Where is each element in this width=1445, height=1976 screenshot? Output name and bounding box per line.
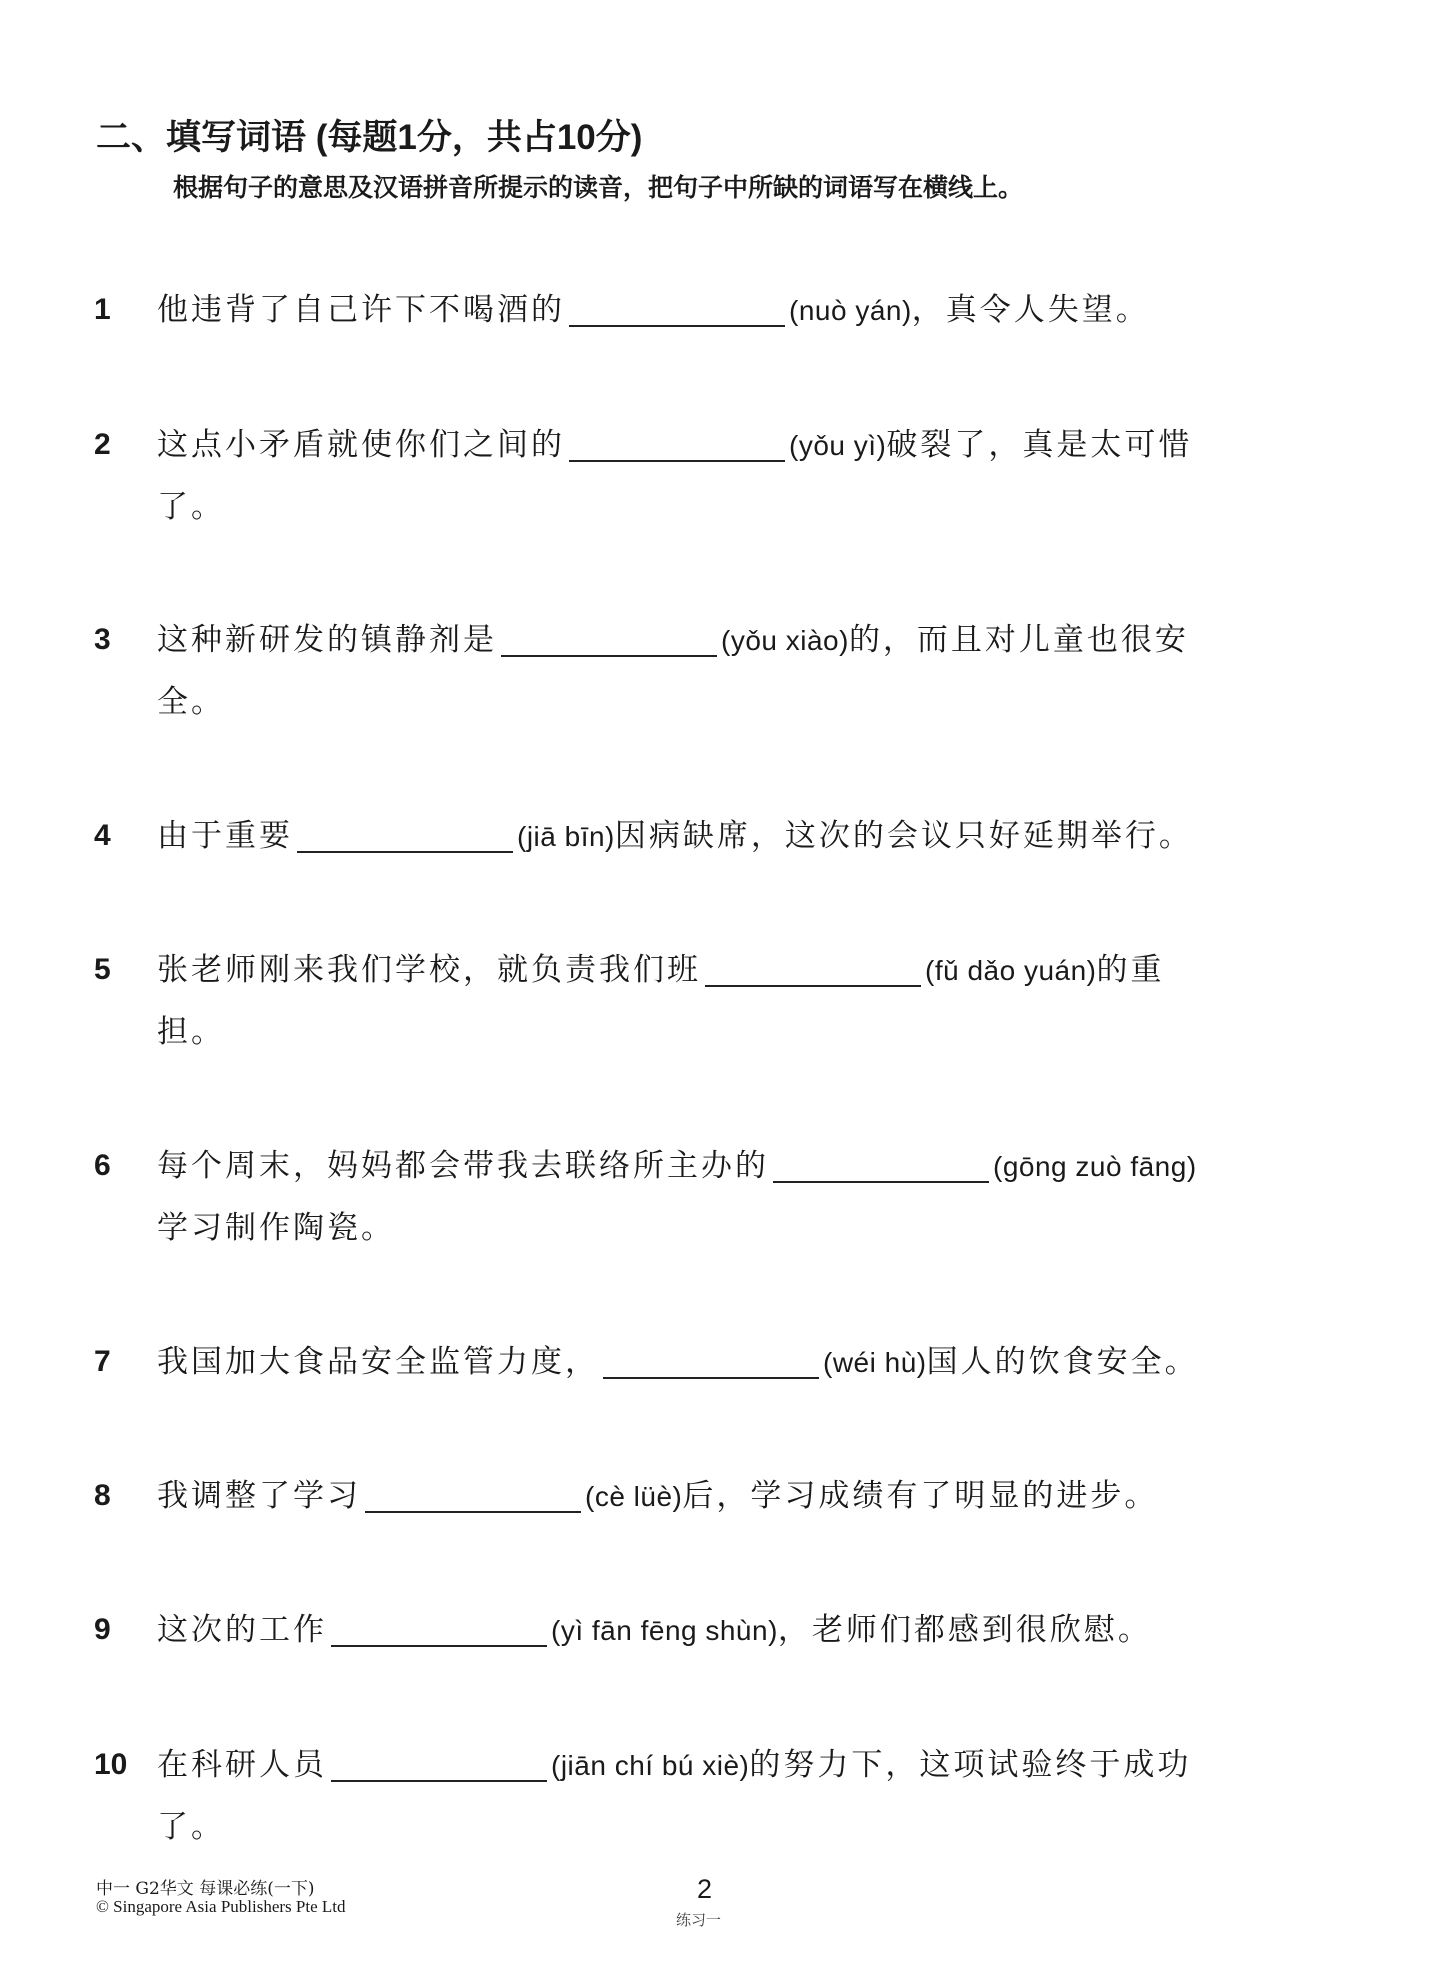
section-instruction: 根据句子的意思及汉语拼音所提示的读音，把句子中所缺的词语写在横线上。 [173,174,1024,202]
answer-blank[interactable] [569,293,785,327]
answer-blank[interactable] [569,428,785,462]
question-text-before: 我国加大食品安全监管力度， [157,1344,599,1380]
question-text-continued: 学习制作陶瓷。 [157,1210,395,1246]
footer-book-title: 中一 G2华文 每课必练(一下) [96,1879,315,1899]
question-text-continued: 担。 [157,1014,225,1050]
question-text-continued: 全。 [157,684,225,720]
section-title: 二、填写词语 (每题1分，共占10分) [96,118,643,157]
pinyin-hint: (cè lüè) [585,1481,683,1512]
question-text-continued: 了。 [157,1809,225,1845]
question-text [157,950,1165,991]
question-text-before: 他违背了自己许下不喝酒的 [157,292,565,328]
pinyin-hint: (yì fān fēng shùn) [551,1615,778,1646]
question-text-after: 后，学习成绩有了明显的进步。 [682,1478,1159,1514]
question-text-after: 因病缺席，这次的会议只好延期举行。 [614,818,1193,854]
question-text [157,425,1192,466]
question-text [157,290,1150,331]
question-text-after: 的努力下，这项试验终于成功 [749,1747,1192,1783]
answer-blank[interactable] [365,1479,581,1513]
answer-blank[interactable] [297,819,513,853]
question-number: 8 [94,1479,111,1512]
question-text-after: ，真令人失望。 [911,292,1150,328]
question-text-after: 国人的饮食安全。 [926,1344,1199,1380]
answer-blank[interactable] [501,623,717,657]
question-text [157,1342,1199,1383]
question-text-before: 我调整了学习 [157,1478,361,1514]
question-text-before: 这种新研发的镇静剂是 [157,622,497,658]
question-text-after: 的，而且对儿童也很安 [848,622,1189,658]
answer-blank[interactable] [331,1748,547,1782]
footer-copyright: © Singapore Asia Publishers Pte Ltd [96,1897,346,1916]
question-text [157,1610,1152,1651]
question-text-continued: 了。 [157,489,225,525]
question-number: 4 [94,819,111,852]
question-text-before: 这点小矛盾就使你们之间的 [157,427,565,463]
question-number: 6 [94,1149,111,1182]
pinyin-hint: (jiā bīn) [517,821,615,852]
pinyin-hint: (gōng zuò fāng) [993,1151,1197,1182]
question-number: 9 [94,1613,111,1646]
question-number: 5 [94,953,111,986]
exercise-label: 练习一 [676,1911,722,1929]
answer-blank[interactable] [705,953,921,987]
question-number: 2 [94,428,111,461]
question-text-after: 破裂了，真是太可惜 [886,427,1193,463]
question-text [157,1146,1197,1187]
question-text-before: 在科研人员 [157,1747,327,1783]
question-number: 1 [94,293,111,326]
pinyin-hint: (nuò yán) [789,295,912,326]
question-text [157,1476,1158,1517]
question-text [157,620,1189,661]
answer-blank[interactable] [331,1613,547,1647]
question-text [157,1745,1191,1786]
question-number: 3 [94,623,111,656]
question-text-after: 的重 [1096,952,1165,988]
pinyin-hint: (fǔ dǎo yuán) [925,955,1097,986]
question-text-before: 张老师刚来我们学校，就负责我们班 [157,952,701,988]
question-number: 7 [94,1345,111,1378]
pinyin-hint: (jiān chí bú xiè) [551,1750,750,1781]
pinyin-hint: (yǒu yì) [789,430,887,461]
pinyin-hint: (wéi hù) [823,1347,927,1378]
question-text-after: ，老师们都感到很欣慰。 [777,1612,1152,1648]
question-text-before: 每个周末，妈妈都会带我去联络所主办的 [157,1148,769,1184]
question-text [157,816,1193,857]
question-number: 10 [94,1748,128,1781]
question-text-before: 这次的工作 [157,1612,327,1648]
answer-blank[interactable] [773,1149,989,1183]
page-number: 2 [697,1874,713,1904]
pinyin-hint: (yǒu xiào) [721,625,849,656]
question-text-before: 由于重要 [157,818,293,854]
answer-blank[interactable] [603,1345,819,1379]
